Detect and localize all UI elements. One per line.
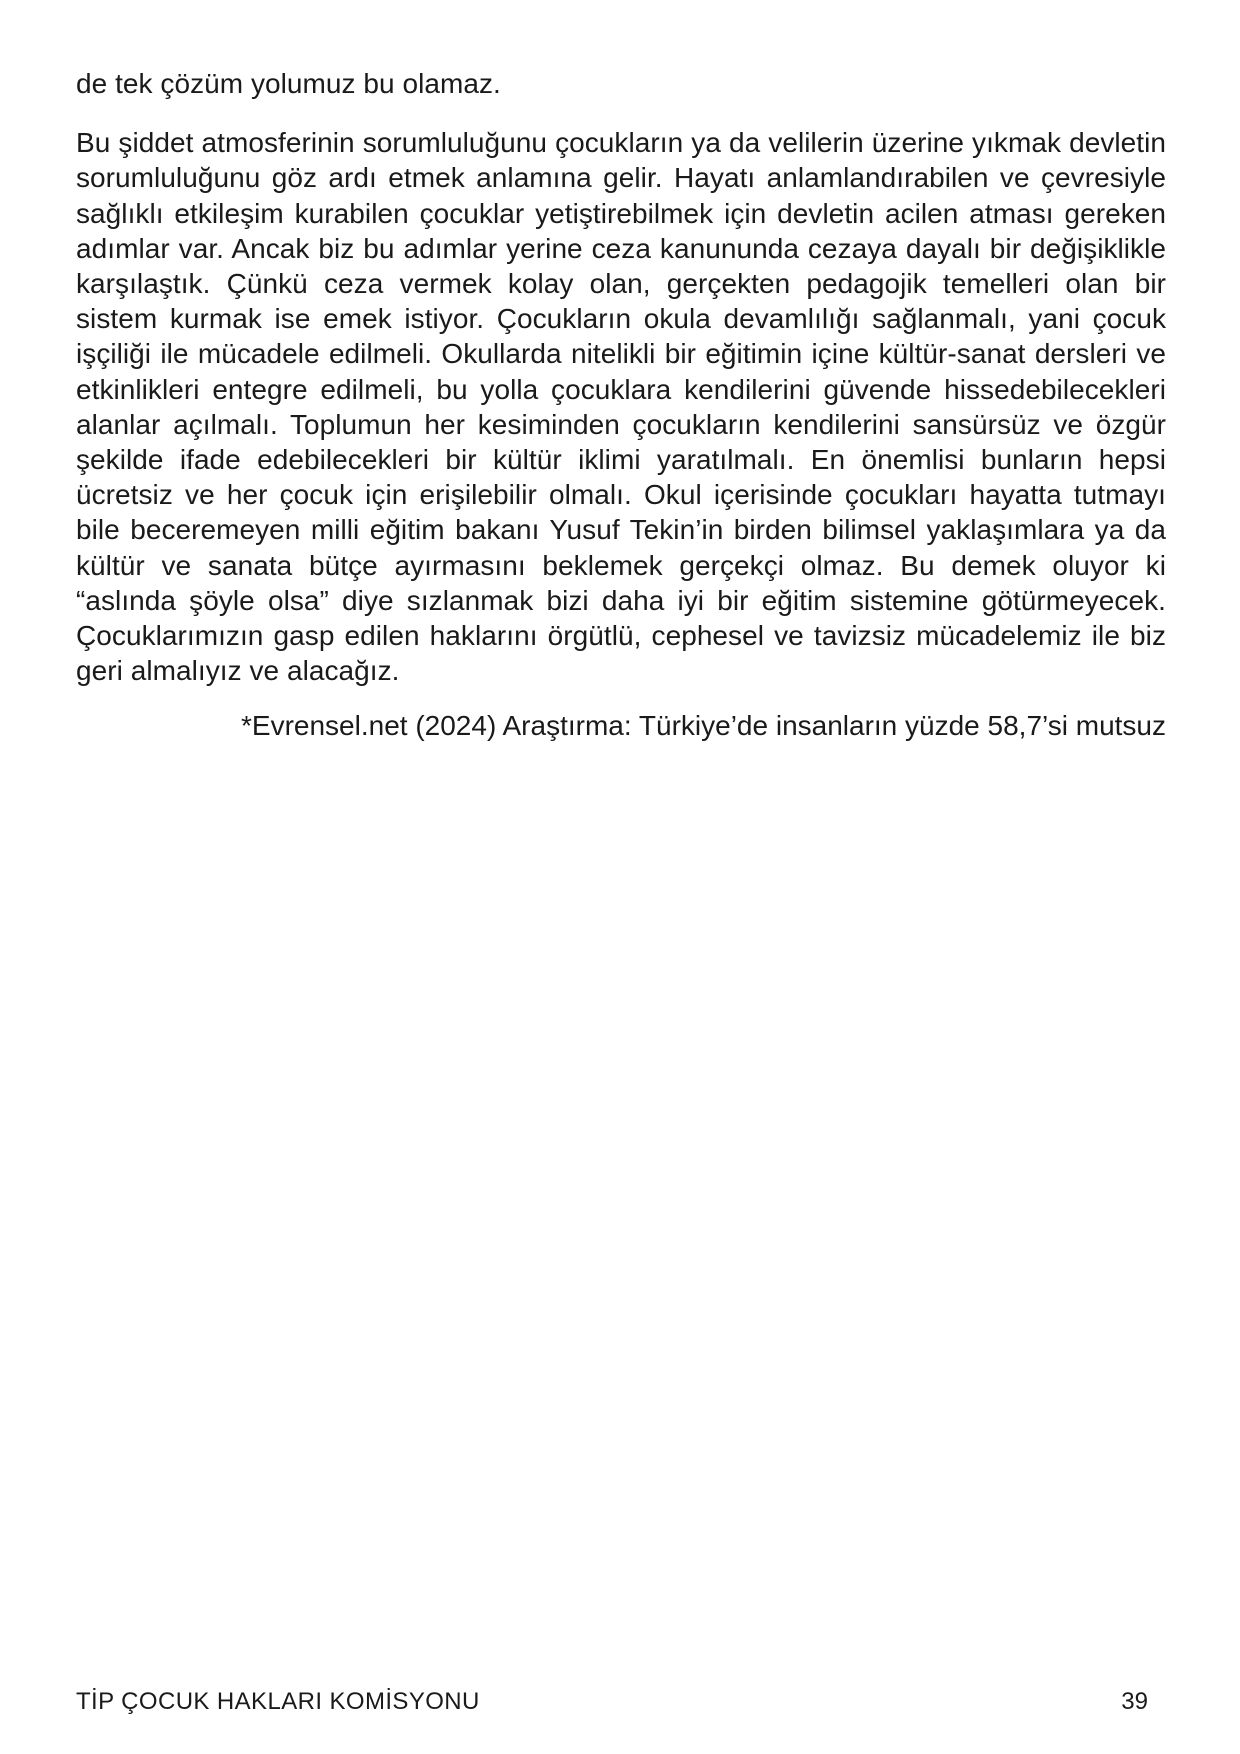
document-body [76, 66, 1166, 743]
main-paragraph: Bu şiddet atmosferinin sorumluluğunu çocukların ya da velilerin üzerine yıkmak devletin sorumluluğunu göz ardı etmek anlamına gelir. Hayatı anlamlandırabilen ve çevresiyle sağlıklı etkileşim kurabilen çocuklar yetiştirebilmek için devletin acilen atması gereken adımlar var. Ancak biz bu adımlar yerine ceza kanununda cezaya dayalı bir değişiklikle karşılaştık. Çünkü ceza vermek kolay olan, gerçekten pedagojik temelleri olan bir sistem kurmak ise emek istiyor. Çocukların okula devamlılığı sağlanmalı, yani çocuk işçiliği ile mücadele edilmeli. Okullarda nitelikli bir eğitimin içine kültür-sanat dersleri ve etkinlikleri entegre edilmeli, bu yolla çocuklara kendilerini güvende hissedebilecekleri alanlar açılmalı. Toplumun her kesiminden çocukların kendilerini sansürsüz ve özgür şekilde ifade edebilecekleri bir kültür iklimi yaratılmalı. En önemlisi bunların hepsi ücretsiz ve her çocuk için erişilebilir olmalı. Okul içerisinde çocukları hayatta tutmayı bile beceremeyen milli eğitim bakanı Yusuf Tekin’in birden bilimsel yaklaşımlara ya da kültür ve sanata bütçe ayırmasını beklemek gerçekçi olmaz. Bu demek oluyor ki “aslında şöyle olsa” diye sızlanmak bizi daha iyi bir eğitim sistemine götürmeyecek. Çocuklarımızın gasp edilen haklarını örgütlü, cephesel ve tavizsiz mücadelemiz ile biz geri almalıyız ve alacağız. [76, 127, 1166, 687]
page-number: 39 [1121, 1688, 1148, 1715]
footnote: *Evrensel.net (2024) Araştırma: Türkiye’de insanların yüzde 58,7’si mutsuz [241, 710, 1166, 742]
continuation-paragraph: de tek çözüm yolumuz bu olamaz. [76, 68, 501, 99]
footer-title: TİP ÇOCUK HAKLARI KOMİSYONU [76, 1688, 480, 1715]
